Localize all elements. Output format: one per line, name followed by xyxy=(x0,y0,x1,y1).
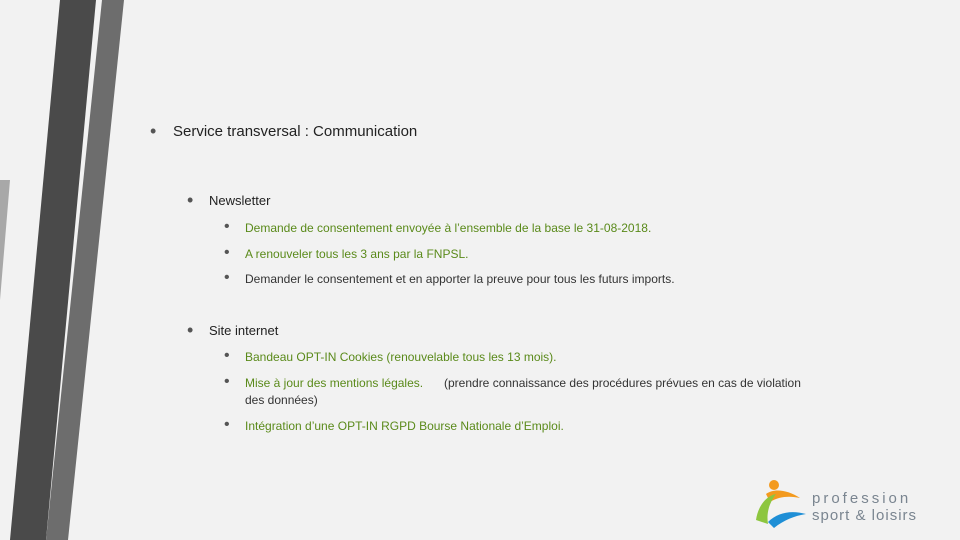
list-item-note: (prendre connaissance des procédures prévues en cas de violation xyxy=(444,376,801,390)
logo-text-line2: sport & loisirs xyxy=(812,507,918,524)
list-item: Bandeau OPT-IN Cookies (renouvelable tous les 13 mois). xyxy=(245,350,557,364)
bullet: • xyxy=(187,190,194,210)
bullet: • xyxy=(187,320,194,340)
section-title-site-internet: Site internet xyxy=(209,323,279,338)
list-item: Intégration d’une OPT-IN RGPD Bourse Nationale d’Emploi. xyxy=(245,419,564,433)
bullet: • xyxy=(224,416,230,433)
bullet: • xyxy=(150,121,157,141)
list-item: Demande de consentement envoyée à l’ensemble de la base le 31-08-2018. xyxy=(245,221,652,235)
list-item: A renouveler tous les 3 ans par la FNPSL. xyxy=(245,247,469,261)
list-item: Demander le consentement et en apporter la preuve pour tous les futurs imports. xyxy=(245,272,675,286)
list-item-note-continued: des données) xyxy=(245,393,318,407)
section-title-newsletter: Newsletter xyxy=(209,193,271,208)
bullet: • xyxy=(224,244,230,261)
bullet: • xyxy=(224,347,230,364)
logo-text-line1: profession xyxy=(812,490,912,507)
bullet: • xyxy=(224,373,230,390)
bullet: • xyxy=(224,218,230,235)
slide-heading: Service transversal : Communication xyxy=(173,123,418,140)
list-item: Mise à jour des mentions légales. xyxy=(245,376,424,390)
decorative-side-bars xyxy=(0,0,140,540)
bullet: • xyxy=(224,269,230,286)
